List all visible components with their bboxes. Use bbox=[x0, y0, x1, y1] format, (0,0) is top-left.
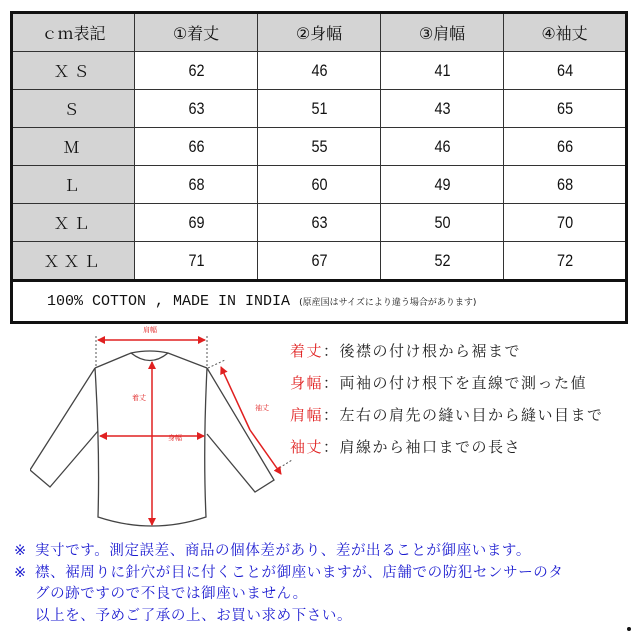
note-mark: ※ bbox=[14, 564, 27, 581]
cell-sleeve: 64 bbox=[513, 52, 618, 90]
legend-item-length bbox=[290, 340, 604, 372]
cell-length: 69 bbox=[144, 204, 249, 242]
table-row bbox=[12, 204, 627, 242]
label-length: 着丈 bbox=[132, 394, 146, 402]
legend-term: 着丈 bbox=[290, 342, 324, 360]
size-chart-table bbox=[10, 11, 628, 324]
size-label: Ｌ bbox=[12, 166, 135, 204]
table-row bbox=[12, 90, 627, 128]
header-shoulder: ③肩幅 bbox=[381, 13, 504, 52]
legend-term: 袖丈 bbox=[290, 438, 324, 456]
measurement-legend bbox=[290, 340, 604, 468]
note-line: ※ 襟、裾周りに針穴が目に付くことが御座いますが、店舗での防犯センサーのタ bbox=[14, 563, 564, 585]
cell-sleeve: 65 bbox=[513, 90, 618, 128]
material-origin-cell bbox=[12, 281, 627, 323]
header-chest: ②身幅 bbox=[258, 13, 381, 52]
shirt-measurement-diagram bbox=[30, 325, 300, 530]
measurement-arrows bbox=[98, 340, 281, 525]
table-row bbox=[12, 128, 627, 166]
legend-item-sleeve bbox=[290, 436, 604, 468]
size-label: ＸＬ bbox=[12, 204, 135, 242]
legend-desc: ：肩線から袖口までの長さ bbox=[323, 438, 522, 456]
legend-item-shoulder bbox=[290, 404, 604, 436]
label-shoulder: 肩幅 bbox=[143, 326, 157, 334]
legend-item-chest bbox=[290, 372, 604, 404]
note-line: 以上を、予めご了承の上、お買い求め下さい。 bbox=[35, 607, 353, 624]
cell-length: 71 bbox=[144, 242, 249, 281]
cell-sleeve: 70 bbox=[513, 204, 618, 242]
size-label: Ｓ bbox=[12, 90, 135, 128]
label-sleeve: 袖丈 bbox=[255, 404, 269, 412]
legend-desc: ：左右の肩先の縫い目から縫い目まで bbox=[323, 406, 604, 424]
table-row bbox=[12, 166, 627, 204]
legend-desc: ：後襟の付け根から裾まで bbox=[323, 342, 522, 360]
origin-note: (原産国はサイズにより違う場合があります) bbox=[299, 298, 477, 308]
cell-chest: 46 bbox=[267, 52, 372, 90]
legend-term: 肩幅 bbox=[290, 406, 324, 424]
dot-marker bbox=[627, 627, 631, 631]
cell-chest: 51 bbox=[267, 90, 372, 128]
cell-shoulder: 43 bbox=[390, 90, 495, 128]
table-row bbox=[12, 242, 627, 281]
note-line: ※ 実寸です。測定誤差、商品の個体差があり、差が出ることが御座います。 bbox=[14, 541, 564, 563]
size-label: ＸＳ bbox=[12, 52, 135, 90]
cell-shoulder: 50 bbox=[390, 204, 495, 242]
header-sleeve: ④袖丈 bbox=[504, 13, 627, 52]
cell-shoulder: 49 bbox=[390, 166, 495, 204]
cell-length: 63 bbox=[144, 90, 249, 128]
header-length: ①着丈 bbox=[135, 13, 258, 52]
material-origin-row bbox=[12, 281, 627, 323]
label-chest: 身幅 bbox=[168, 434, 182, 442]
legend-term: 身幅 bbox=[290, 374, 324, 392]
size-label: Ｍ bbox=[12, 128, 135, 166]
header-unit: ｃｍ表記 bbox=[12, 13, 135, 52]
cell-sleeve: 66 bbox=[513, 128, 618, 166]
note-line: グの跡ですので不良では御座いません。 bbox=[35, 586, 308, 602]
cell-sleeve: 68 bbox=[513, 166, 618, 204]
cell-chest: 60 bbox=[267, 166, 372, 204]
cell-length: 62 bbox=[144, 52, 249, 90]
note-mark: ※ bbox=[14, 543, 27, 559]
cell-shoulder: 46 bbox=[390, 128, 495, 166]
table-header-row bbox=[12, 13, 627, 52]
table-row bbox=[12, 52, 627, 90]
legend-desc: ：両袖の付け根下を直線で測った値 bbox=[323, 374, 588, 392]
measurement-guides bbox=[96, 336, 292, 470]
cell-chest: 63 bbox=[267, 204, 372, 242]
cell-chest: 55 bbox=[267, 128, 372, 166]
cell-length: 66 bbox=[144, 128, 249, 166]
cell-shoulder: 52 bbox=[390, 242, 495, 281]
size-label: ＸＸＬ bbox=[12, 242, 135, 281]
disclaimer-notes bbox=[14, 541, 564, 627]
cell-sleeve: 72 bbox=[513, 242, 618, 281]
cell-chest: 67 bbox=[267, 242, 372, 281]
material-origin-text: 100% COTTON , MADE IN INDIA bbox=[47, 293, 291, 310]
cell-length: 68 bbox=[144, 166, 249, 204]
cell-shoulder: 41 bbox=[390, 52, 495, 90]
